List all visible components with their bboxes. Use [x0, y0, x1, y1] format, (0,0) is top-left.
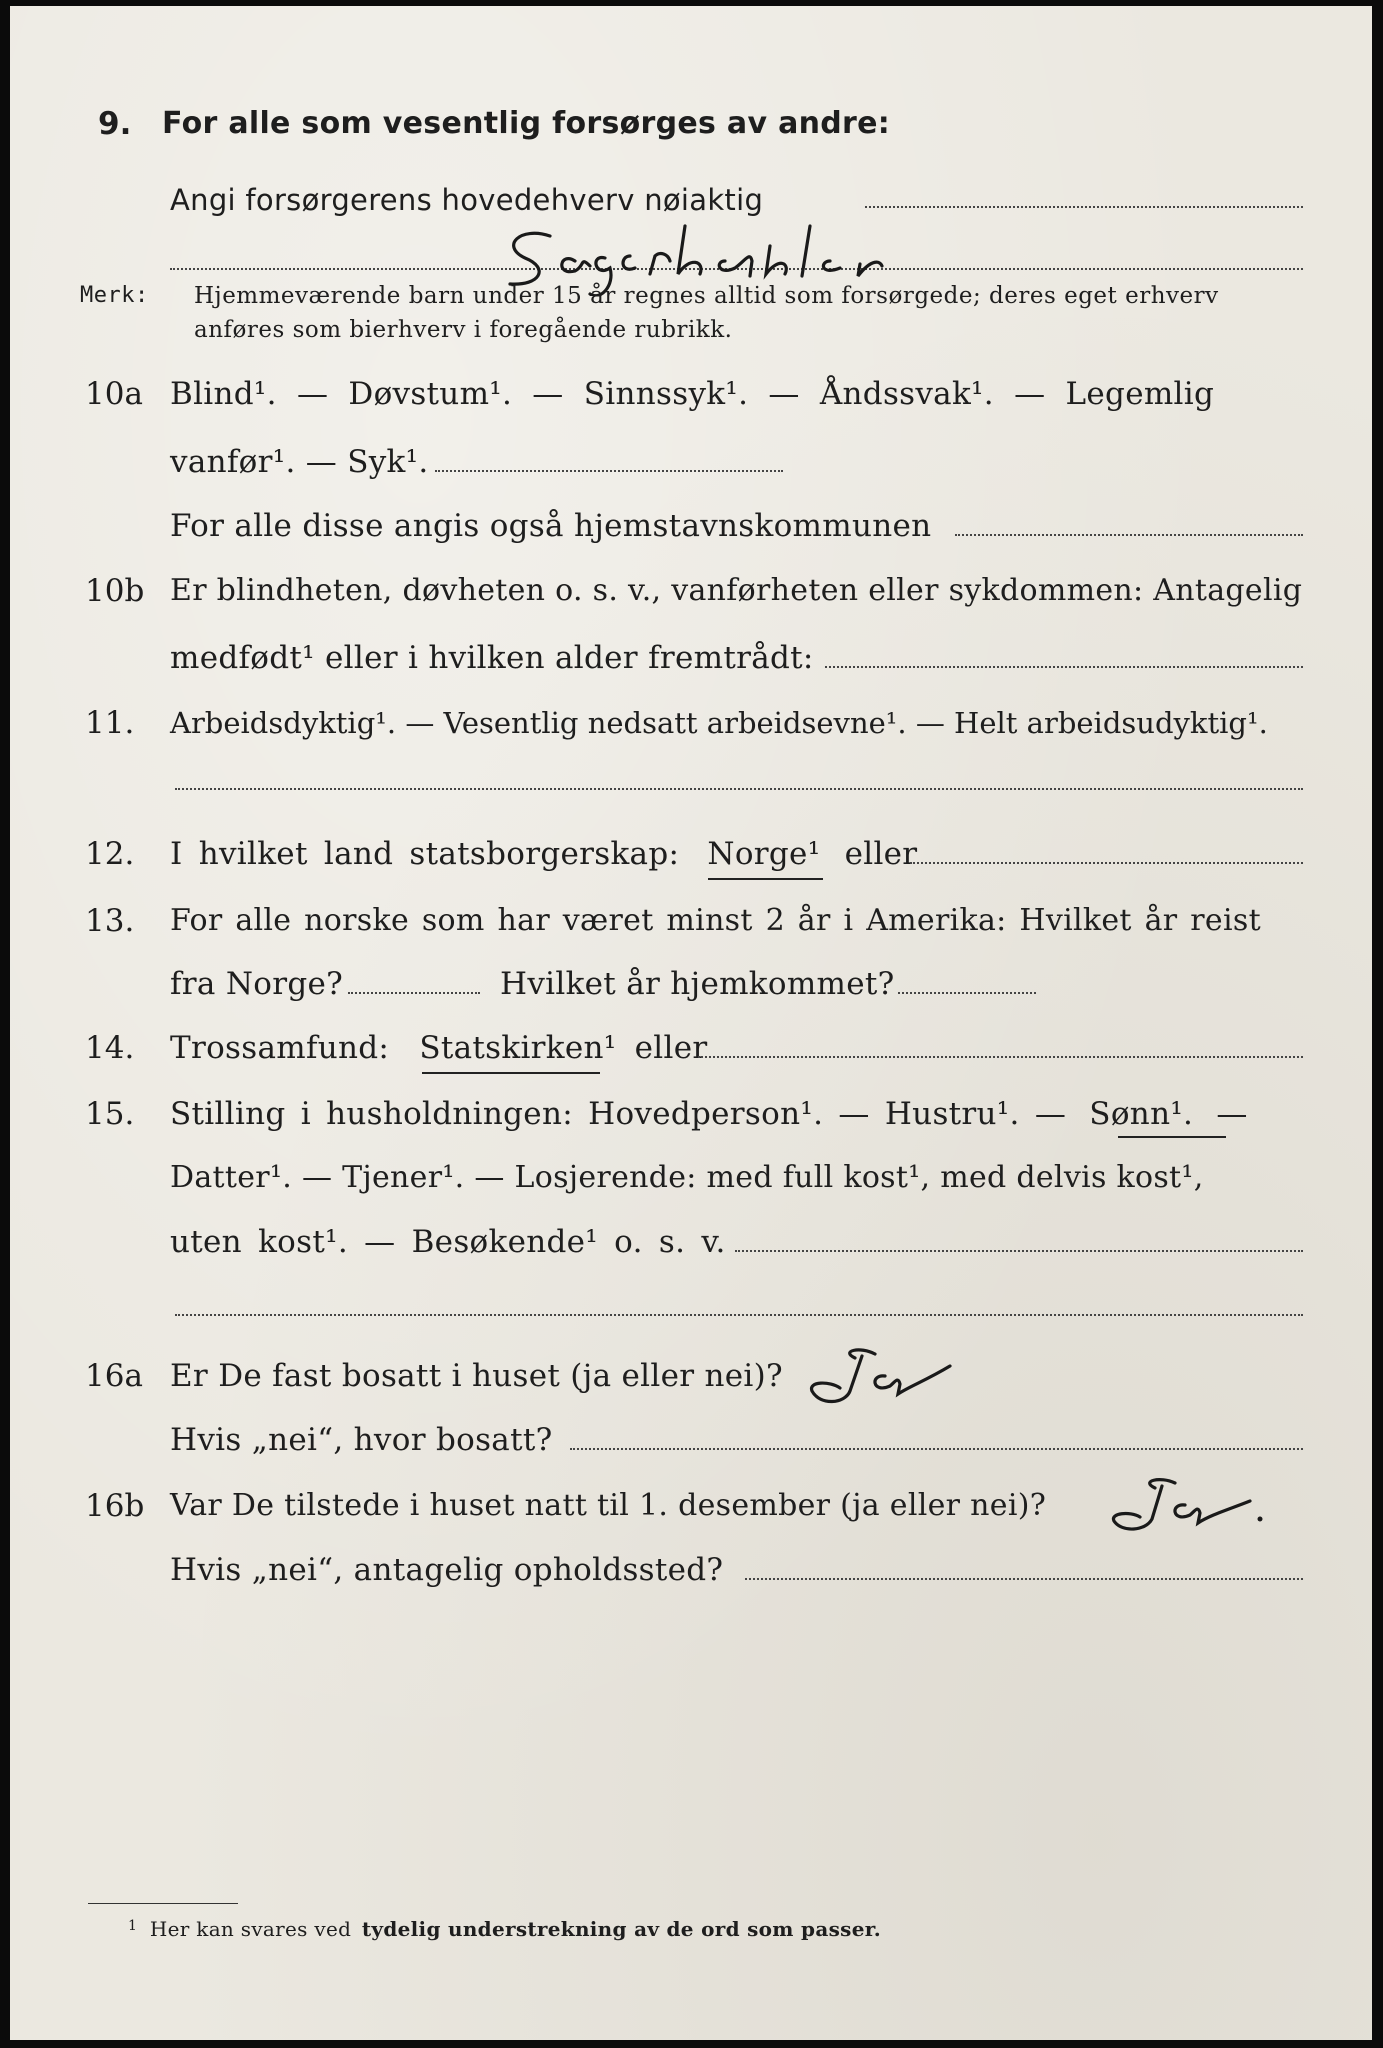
q10a-line-3: For alle disse angis også hjemstavnskommunen [170, 508, 932, 544]
q15-line-3: uten kost¹. — Besøkende¹ o. s. v. [170, 1224, 726, 1260]
merk-line-2: anføres som bierhverv i foregående rubrikk. [194, 317, 733, 343]
footnote [128, 1912, 881, 1943]
q13-line-1: For alle norske som har været minst 2 år i Amerika: Hvilket år reist [170, 903, 1261, 938]
q15-number: 15. [85, 1096, 135, 1132]
q12-line [170, 834, 917, 874]
q12-prefix: I hvilket land statsborgerskap: [170, 836, 680, 872]
q16a-number: 16a [85, 1358, 143, 1394]
q9-title: For alle som vesentlig forsørges av andre: [162, 106, 891, 141]
q10a-line-1: Blind¹. — Døvstum¹. — Sinnssyk¹. — Åndssvak¹. — Legemlig [170, 376, 1215, 412]
q12-number: 12. [85, 836, 135, 872]
q9-number: 9. [98, 106, 132, 142]
q13-hjemkommet-line [898, 992, 1036, 994]
q10a-line-2: vanfør¹. — Syk¹. [170, 444, 429, 480]
q13-line-2b: Hvilket år hjemkommet? [500, 966, 895, 1002]
q15-line-2: Datter¹. — Tjener¹. — Losjerende: med full kost¹, med delvis kost¹, [170, 1160, 1204, 1195]
q10a-number: 10a [85, 376, 143, 412]
q15-sonn-underline [1118, 1136, 1226, 1138]
q15-line-1a: Stilling i husholdningen: Hovedperson¹. — Hustru¹. — [170, 1096, 1067, 1132]
q16a-answer-line [570, 1448, 1303, 1450]
q15-answer-line-1 [735, 1250, 1303, 1252]
q12-norge-underline [708, 878, 823, 880]
q12-answer-line [910, 862, 1303, 864]
footnote-text-bold: tydelig understrekning av de ord som passer. [361, 1917, 881, 1941]
q11-answer-line [175, 788, 1303, 790]
q11-number: 11. [85, 705, 135, 741]
q15-answer-line-2 [175, 1314, 1303, 1316]
footnote-text-plain: Her kan svares ved [149, 1917, 352, 1941]
q10b-line-1: Er blindheten, døvheten o. s. v., vanførheten eller sykdommen: Antagelig [170, 573, 1303, 608]
q16b-line-2: Hvis „nei“, antagelig opholdssted? [170, 1552, 724, 1588]
q16b-number: 16b [85, 1488, 145, 1524]
q16b-answer-line [745, 1578, 1303, 1580]
footnote-mark: 1 [128, 1918, 138, 1934]
q10b-number: 10b [85, 573, 145, 609]
q14-suffix: eller [634, 1030, 708, 1066]
census-form-page [10, 6, 1372, 2040]
q14-line [170, 1028, 708, 1068]
q16b-handwritten-answer [1100, 1471, 1280, 1541]
q16b-line-1: Var De tilstede i huset natt til 1. desember (ja eller nei)? [170, 1488, 1047, 1523]
q13-line-2a: fra Norge? [170, 966, 344, 1002]
q14-number: 14. [85, 1030, 135, 1066]
q15-line-1b: — [1216, 1096, 1248, 1132]
q16a-line-1: Er De fast bosatt i huset (ja eller nei)? [170, 1358, 783, 1394]
q13-reist-line [348, 992, 480, 994]
q10b-answer-line [825, 666, 1303, 668]
q15-underlined-sonn: Sønn¹. [1089, 1096, 1194, 1132]
q15-line-1 [170, 1094, 1248, 1134]
q10b-line-2: medfødt¹ eller i hvilken alder fremtrådt: [170, 640, 814, 676]
q14-answer-line [698, 1056, 1303, 1058]
q13-number: 13. [85, 903, 135, 939]
q14-underlined-statskirken: Statskirken¹ [419, 1030, 617, 1066]
q14-statskirken-underline [422, 1072, 600, 1074]
q9-prompt: Angi forsørgerens hovedehverv nøiaktig [170, 183, 764, 217]
q14-prefix: Trossamfund: [170, 1030, 390, 1066]
merk-line-1: Hjemmeværende barn under 15 år regnes alltid som forsørgede; deres eget erhverv [194, 283, 1219, 309]
q12-underlined-norge: Norge¹ [707, 836, 821, 872]
q16a-line-2: Hvis „nei“, hvor bosatt? [170, 1422, 553, 1458]
q11-line-1: Arbeidsdyktig¹. — Vesentlig nedsatt arbeidsevne¹. — Helt arbeidsudyktig¹. [170, 706, 1268, 740]
merk-label: Merk: [80, 283, 149, 308]
q10a-answer-line [435, 470, 783, 472]
q16a-handwritten-answer [800, 1336, 980, 1416]
q12-suffix: eller [844, 836, 918, 872]
footnote-rule [88, 1903, 238, 1904]
q10a-hjemstavn-line [955, 534, 1303, 536]
